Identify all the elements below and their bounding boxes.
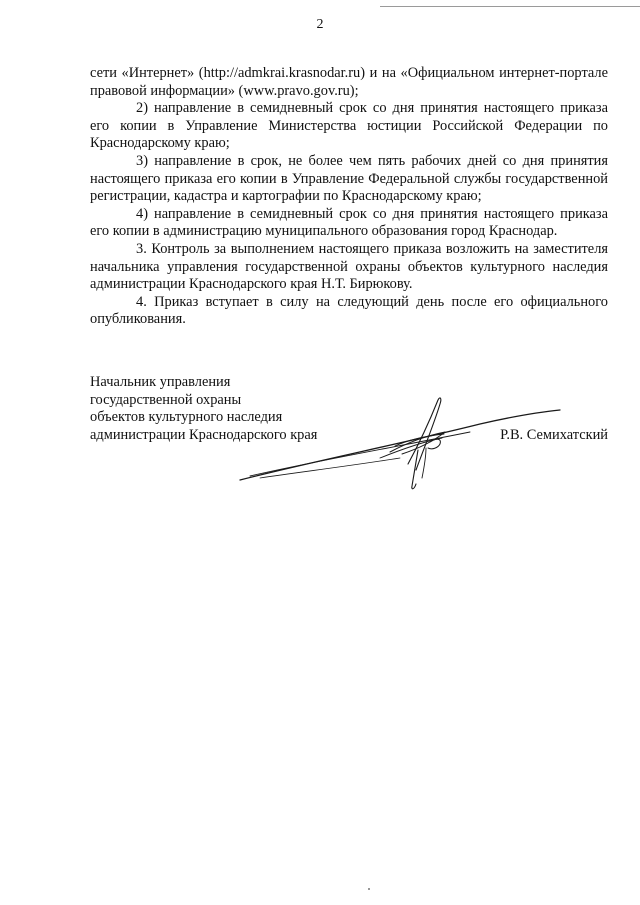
signer-position-line: администрации Краснодарского края: [90, 426, 318, 443]
scan-edge-line: [380, 6, 640, 7]
signer-position-line: объектов культурного наследия: [90, 409, 283, 426]
document-body: [90, 65, 608, 329]
paragraph-item-2: 2) направление в семидневный срок со дня принятия настоящего приказа его копии в Управление Министерства юстиции Российской Федерации по Краснодарскому краю;: [90, 100, 608, 152]
signer-name: Р.В. Семихатский: [500, 426, 608, 443]
paragraph-clause-3: 3. Контроль за выполнением настоящего приказа возложить на заместителя начальника управления государственной охраны объектов культурного наследия администрации Краснодарского края Н.Т. Бирюкову.: [90, 240, 608, 293]
paragraph-item-4: 4) направление в семидневный срок со дня принятия настоящего приказа его копии в администрацию муниципального образования город Краснодар.: [90, 205, 608, 240]
paragraph-item-3: 3) направление в срок, не более чем пять рабочих дней со дня принятия настоящего приказа его копии в Управление Федеральной службы государственной регистрации, кадастра и картографии по Краснодарскому краю;: [90, 152, 608, 205]
handwritten-signature: [230, 392, 570, 502]
paragraph-clause-4: 4. Приказ вступает в силу на следующий день после его официального опубликования.: [90, 293, 608, 328]
signer-position-line: Начальник управления: [90, 374, 231, 390]
page-number: 2: [316, 17, 324, 32]
scan-speck: [368, 888, 370, 890]
signer-position-line: государственной охраны: [90, 391, 242, 408]
paragraph-continuation: сети «Интернет» (http://admkrai.krasnodar.ru) и на «Официальном интернет-портале правовой информации» (www.pravo.gov.ru);: [90, 65, 608, 99]
